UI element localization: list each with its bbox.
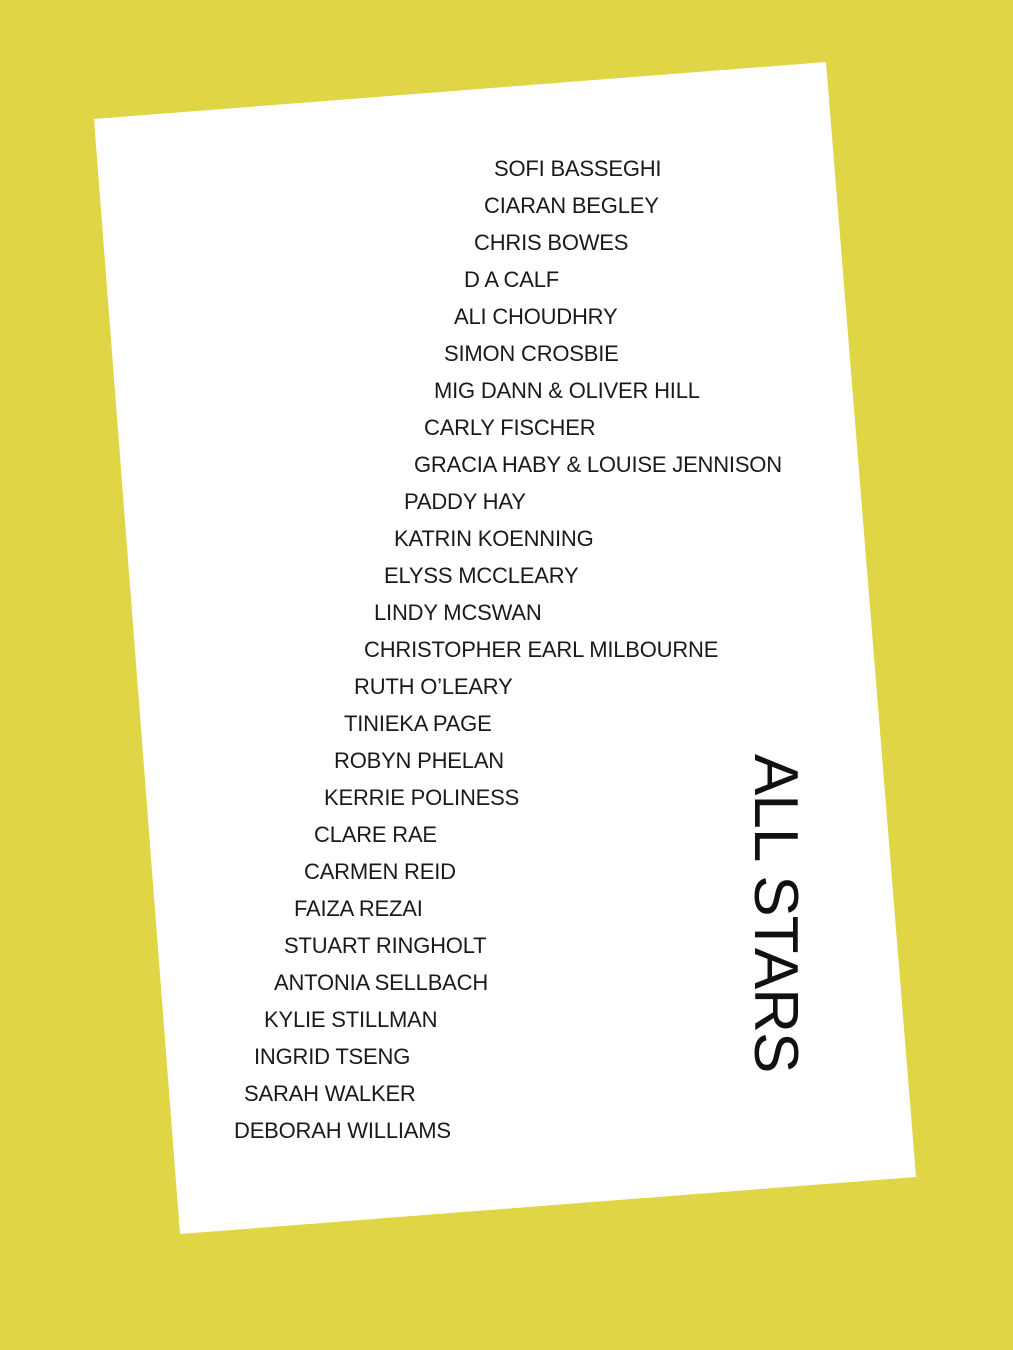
artist-name: ANTONIA SELLBACH <box>274 970 489 995</box>
artist-name: CHRIS BOWES <box>474 230 629 255</box>
artist-name: STUART RINGHOLT <box>284 933 487 958</box>
artist-name: KATRIN KOENNING <box>394 526 594 551</box>
artist-name: CARMEN REID <box>304 859 456 884</box>
artist-name: KYLIE STILLMAN <box>264 1007 438 1032</box>
artist-name: DEBORAH WILLIAMS <box>234 1118 451 1143</box>
artist-name: CHRISTOPHER EARL MILBOURNE <box>364 637 719 662</box>
artist-name: D A CALF <box>464 267 559 292</box>
artist-name: CIARAN BEGLEY <box>484 193 659 218</box>
artist-name: ROBYN PHELAN <box>334 748 504 773</box>
artist-name: ALI CHOUDHRY <box>454 304 618 329</box>
artist-name: FAIZA REZAI <box>294 896 423 921</box>
artist-name: SARAH WALKER <box>244 1081 416 1106</box>
artist-name: MIG DANN & OLIVER HILL <box>434 378 700 403</box>
artist-name: ELYSS MCCLEARY <box>384 563 579 588</box>
artist-name: LINDY MCSWAN <box>374 600 542 625</box>
artist-name: RUTH O’LEARY <box>354 674 513 699</box>
artist-name: SOFI BASSEGHI <box>494 156 662 181</box>
artist-name: INGRID TSENG <box>254 1044 411 1069</box>
artist-name: CLARE RAE <box>314 822 437 847</box>
artist-name: PADDY HAY <box>404 489 526 514</box>
artist-name: CARLY FISCHER <box>424 415 596 440</box>
artist-name: SIMON CROSBIE <box>444 341 619 366</box>
poster-card <box>94 62 916 1234</box>
poster-headline: ALL STARS <box>741 754 810 1073</box>
artist-name: GRACIA HABY & LOUISE JENNISON <box>414 452 782 477</box>
artist-name: KERRIE POLINESS <box>324 785 520 810</box>
artist-name: TINIEKA PAGE <box>344 711 492 736</box>
